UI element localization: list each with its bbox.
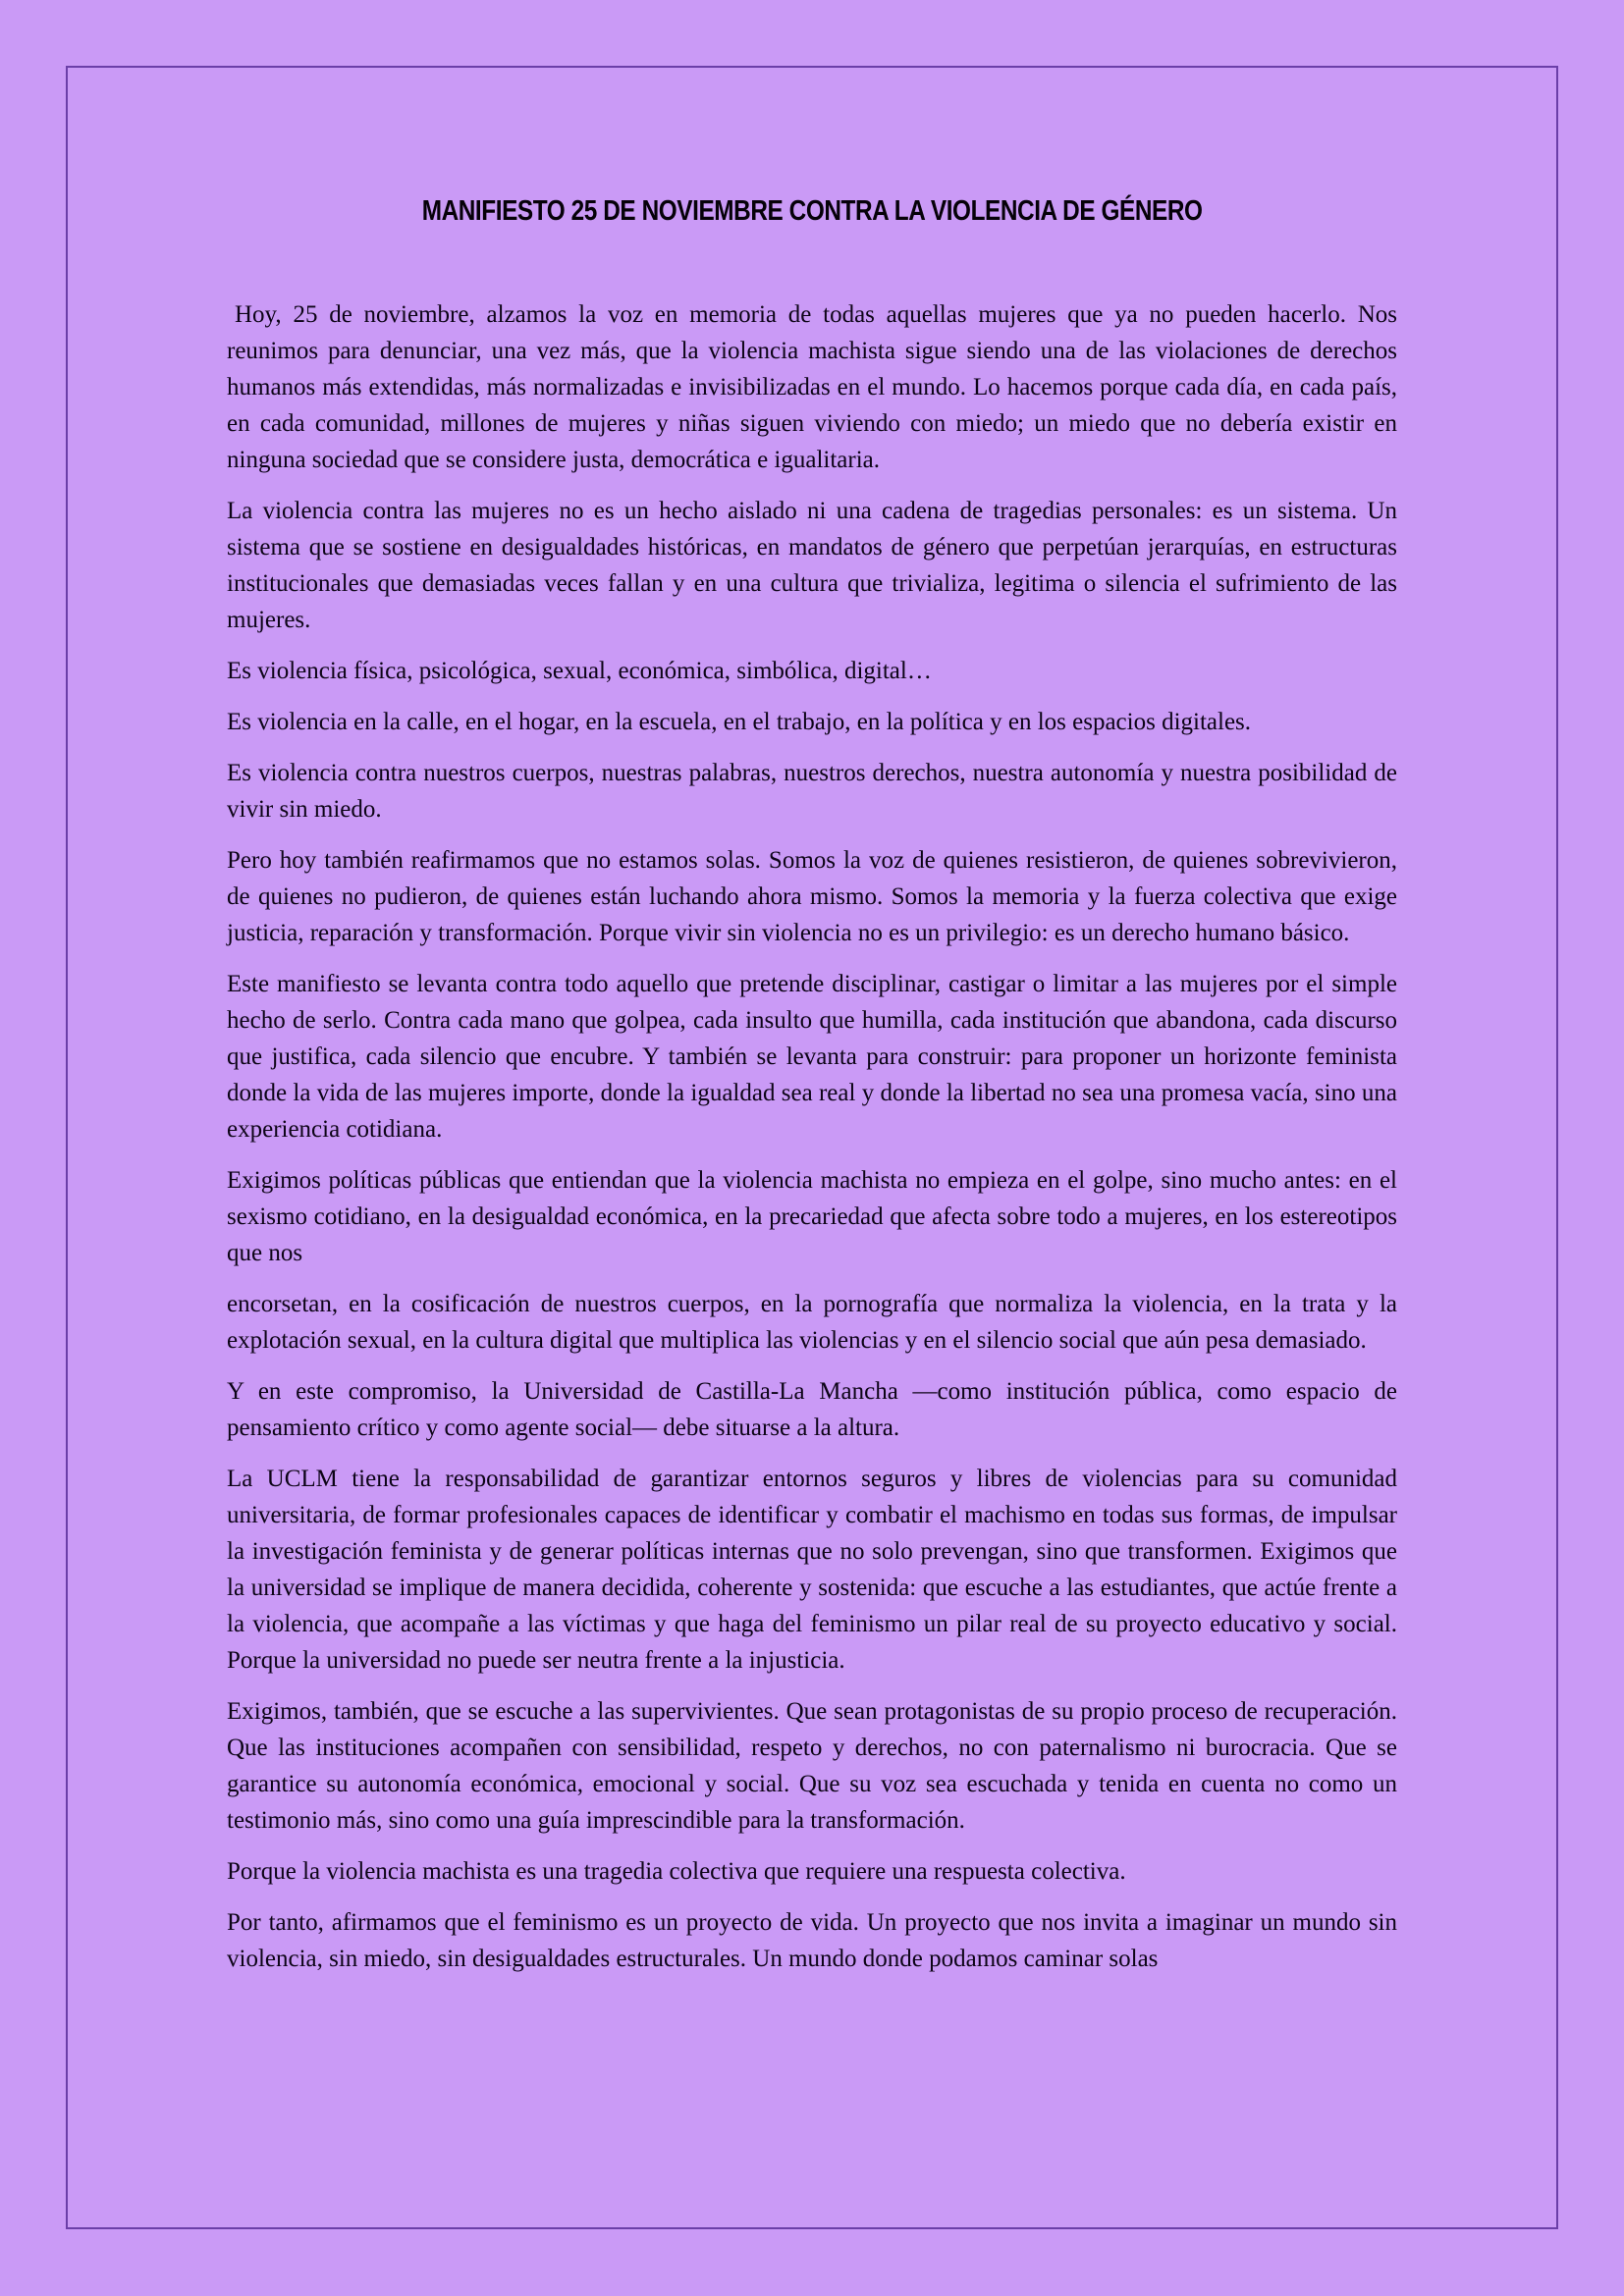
paragraph-manifesto-rises: Este manifiesto se levanta contra todo aquello que pretende disciplinar, castigar o limitar a las mujeres por el simple hecho de serlo. Contra cada mano que golpea, cada insulto que humilla, cada institución que abandona, cada discurso que justifica, cada silencio que encubre. Y también se levanta para construir: para proponer un horizonte feminista donde la vida de las mujeres importe, donde la igualdad sea real y donde la libertad no sea una promesa vacía, sino una experiencia cotidiana. xyxy=(227,971,1397,1143)
paragraph-violence-types: Es violencia física, psicológica, sexual, económica, simbólica, digital… xyxy=(227,658,932,684)
paragraph-feminism-project: Por tanto, afirmamos que el feminismo es un proyecto de vida. Un proyecto que nos invita a imaginar un mundo sin violencia, sin miedo, sin desigualdades estructurales. Un mundo donde podamos caminar solas xyxy=(227,1909,1397,1972)
paragraph-collective-response: Porque la violencia machista es una tragedia colectiva que requiere una respuesta colectiva. xyxy=(227,1858,1126,1885)
page-border-frame xyxy=(66,66,1558,2229)
document-title xyxy=(227,195,1397,228)
paragraph-survivors: Exigimos, también, que se escuche a las supervivientes. Que sean protagonistas de su propio proceso de recuperación. Que las instituciones acompañen con sensibilidad, respeto y derechos, no con paternalismo ni burocracia. Que se garantice su autonomía económica, emocional y social. Que su voz sea escuchada y tenida en cuenta no como un testimonio más, sino como una guía imprescindible para la transformación. xyxy=(227,1698,1397,1834)
paragraph-uclm-commitment: Y en este compromiso, la Universidad de Castilla-La Mancha —como institución pública, como espacio de pensamiento crítico y como agente social— debe situarse a la altura. xyxy=(227,1378,1397,1441)
paragraph-uclm-responsibility: La UCLM tiene la responsabilidad de garantizar entornos seguros y libres de violencias para su comunidad universitaria, de formar profesionales capaces de identificar y combatir el machismo en todas sus formas, de impulsar la investigación feminista y de generar políticas internas que no solo prevengan, sino que transformen. Exigimos que la universidad se implique de manera decidida, coherente y sostenida: que escuche a las estudiantes, que actúe frente a la violencia, que acompañe a las víctimas y que haga del feminismo un pilar real de su proyecto educativo y social. Porque la universidad no puede ser neutra frente a la injusticia. xyxy=(227,1466,1397,1674)
paragraph-violence-places: Es violencia en la calle, en el hogar, en la escuela, en el trabajo, en la política y en los espacios digitales. xyxy=(227,709,1252,735)
document-title-text: MANIFIESTO 25 DE NOVIEMBRE CONTRA LA VIOLENCIA DE GÉNERO xyxy=(421,195,1203,227)
paragraph-public-policies-cont: encorsetan, en la cosificación de nuestros cuerpos, en la pornografía que normaliza la violencia, en la trata y la explotación sexual, en la cultura digital que multiplica las violencias y en el silencio social que aún pesa demasiado. xyxy=(227,1291,1397,1354)
paragraph-violence-bodies: Es violencia contra nuestros cuerpos, nuestras palabras, nuestros derechos, nuestra autonomía y nuestra posibilidad de vivir sin miedo. xyxy=(227,760,1397,823)
paragraph-not-alone: Pero hoy también reafirmamos que no estamos solas. Somos la voz de quienes resistieron, de quienes sobrevivieron, de quienes no pudieron, de quienes están luchando ahora mismo. Somos la memoria y la fuerza colectiva que exige justicia, reparación y transformación. Porque vivir sin violencia no es un privilegio: es un derecho humano básico. xyxy=(227,847,1397,946)
paragraph-public-policies: Exigimos políticas públicas que entiendan que la violencia machista no empieza en el golpe, sino mucho antes: en el sexismo cotidiano, en la desigualdad económica, en la precariedad que afecta sobre todo a mujeres, en los estereotipos que nos xyxy=(227,1167,1397,1266)
paragraph-list xyxy=(227,296,1397,1977)
document-content xyxy=(227,68,1397,1977)
paragraph-intro: Hoy, 25 de noviembre, alzamos la voz en memoria de todas aquellas mujeres que ya no pueden hacerlo. Nos reunimos para denunciar, una vez más, que la violencia machista sigue siendo una de las violaciones de derechos humanos más extendidas, más normalizadas e invisibilizadas en el mundo. Lo hacemos porque cada día, en cada país, en cada comunidad, millones de mujeres y niñas siguen viviendo con miedo; un miedo que no debería existir en ninguna sociedad que se considere justa, democrática e igualitaria. xyxy=(227,301,1397,473)
paragraph-system: La violencia contra las mujeres no es un hecho aislado ni una cadena de tragedias personales: es un sistema. Un sistema que se sostiene en desigualdades históricas, en mandatos de género que perpetúan jerarquías, en estructuras institucionales que demasiadas veces fallan y en una cultura que trivializa, legitima o silencia el sufrimiento de las mujeres. xyxy=(227,498,1397,633)
